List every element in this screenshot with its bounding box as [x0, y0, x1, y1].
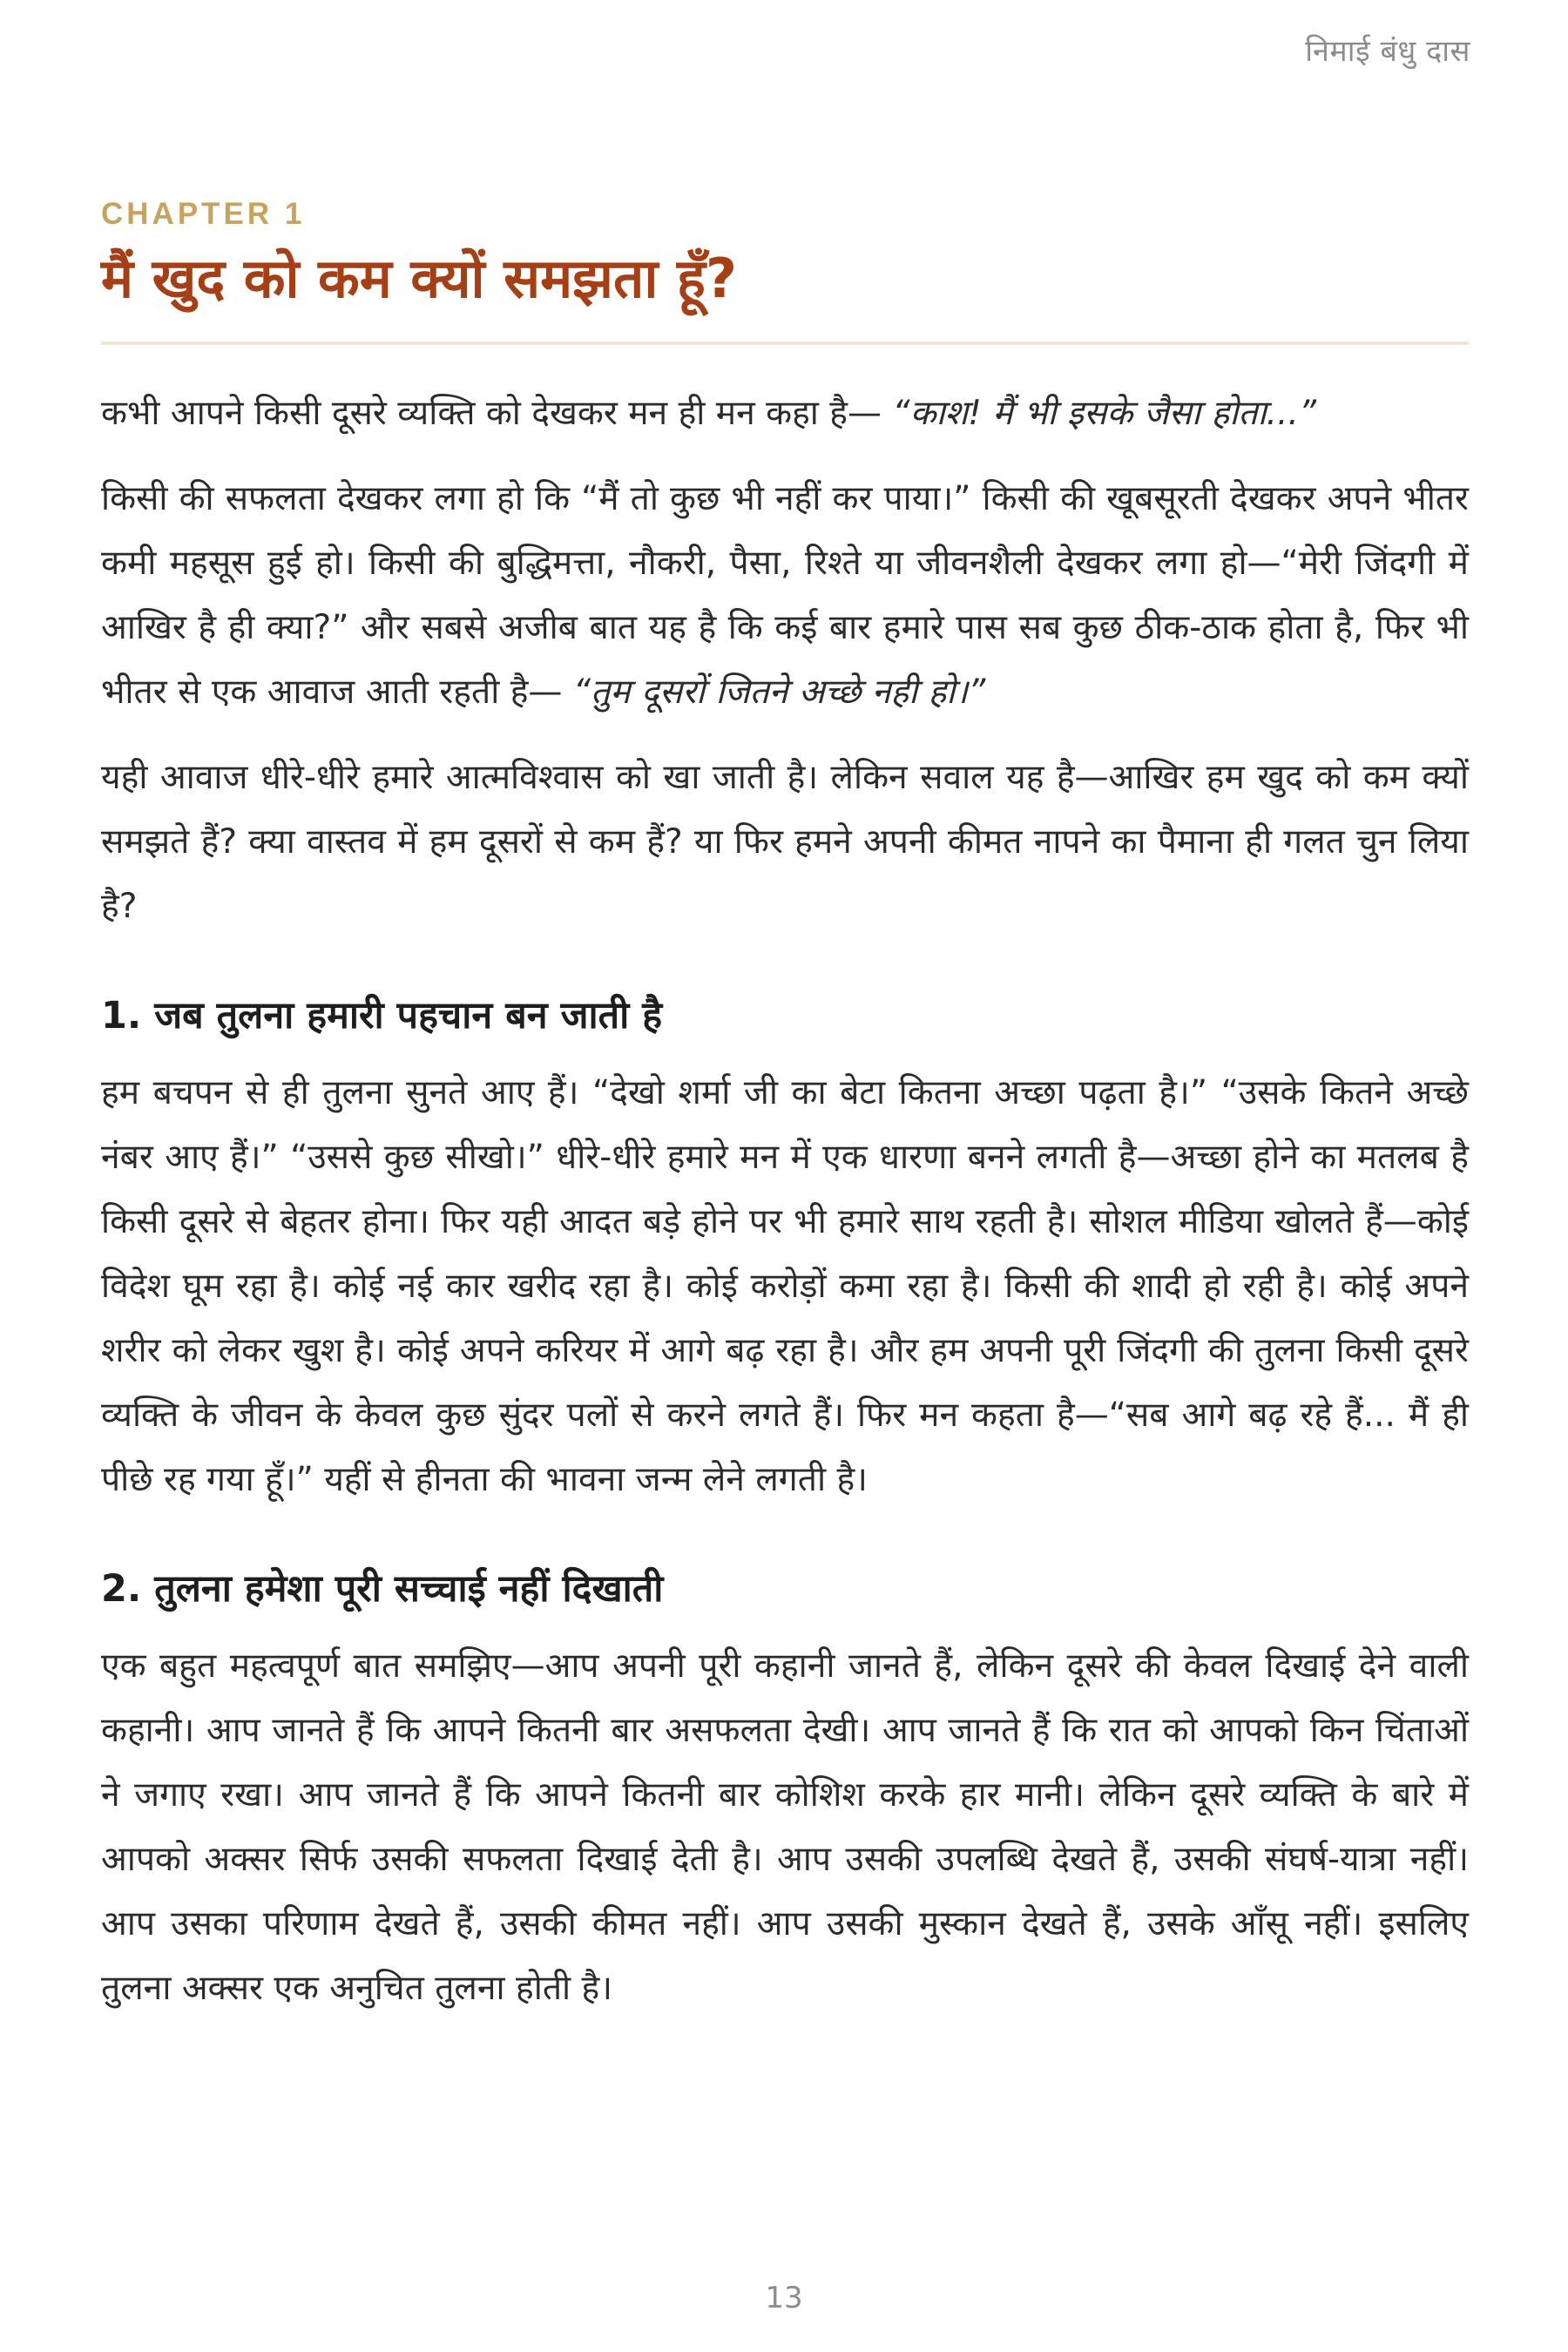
running-header-author: निमाई बंधु दास: [1305, 34, 1470, 69]
title-divider: [101, 341, 1469, 345]
intro-paragraph-3: यही आवाज धीरे-धीरे हमारे आत्मविश्वास को खा जाती है। लेकिन सवाल यह है—आखिर हम खुद को कम क्यों समझते हैं? क्या वास्तव में हम दूसरों से कम हैं? या फिर हमने अपनी कीमत नापने का पैमाना ही गलत चुन लिया है?: [101, 758, 1469, 926]
intro-paragraph-1-text: कभी आपने किसी दूसरे व्यक्ति को देखकर मन ही मन कहा है—: [101, 394, 893, 433]
chapter-label: CHAPTER 1: [101, 197, 306, 231]
section-heading-1: 1. जब तुलना हमारी पहचान बन जाती है: [101, 994, 663, 1037]
section-heading-2: 2. तुलना हमेशा पूरी सच्चाई नहीं दिखाती: [101, 1567, 664, 1611]
section-body-2: एक बहुत महत्वपूर्ण बात समझिए—आप अपनी पूरी कहानी जानते हैं, लेकिन दूसरे की केवल दिखाई देने वाली कहानी। आप जानते हैं कि आपने कितनी बार असफलता देखी। आप जानते हैं कि रात को आपको किन चिंताओं ने जगाए रखा। आप जानते हैं कि आपने कितनी बार कोशिश करके हार मानी। लेकिन दूसरे व्यक्ति के बारे में आपको अक्सर सिर्फ उसकी सफलता दिखाई देती है। आप उसकी उपलब्धि देखते हैं, उसकी संघर्ष-यात्रा नहीं। आप उसका परिणाम देखते हैं, उसकी कीमत नहीं। आप उसकी मुस्कान देखते हैं, उसके आँसू नहीं। इसलिए तुलना अक्सर एक अनुचित तुलना होती है।: [101, 1646, 1469, 2008]
intro-paragraph-1: [101, 382, 1469, 446]
page-number: 13: [765, 2281, 803, 2315]
intro-paragraph-1-quote: “काश! मैं भी इसके जैसा होता...”: [892, 394, 1317, 433]
page-content: [101, 195, 1469, 2042]
intro-paragraph-2-quote: “तुम दूसरों जितने अच्छे नही हो।”: [572, 672, 986, 712]
chapter-title: मैं खुद को कम क्यों समझता हूँ?: [101, 247, 737, 310]
intro-paragraph-2: [101, 467, 1469, 725]
intro-paragraph-2-text: किसी की सफलता देखकर लगा हो कि “मैं तो कुछ भी नहीं कर पाया।” किसी की खूबसूरती देखकर अपने भीतर कमी महसूस हुई हो। किसी की बुद्धिमत्ता, नौकरी, पैसा, रिश्ते या जीवनशैली देखकर लगा हो—“मेरी जिंदगी में आखिर है ही क्या?” और सबसे अजीब बात यह है कि कई बार हमारे पास सब कुछ ठीक-ठाक होता है, फिर भी भीतर से एक आवाज आती रहती है—: [101, 479, 1469, 712]
section-body-1: हम बचपन से ही तुलना सुनते आए हैं। “देखो शर्मा जी का बेटा कितना अच्छा पढ़ता है।” “उसके कितने अच्छे नंबर आए हैं।” “उससे कुछ सीखो।” धीरे-धीरे हमारे मन में एक धारणा बनने लगती है—अच्छा होने का मतलब है किसी दूसरे से बेहतर होना। फिर यही आदत बड़े होने पर भी हमारे साथ रहती है। सोशल मीडिया खोलते हैं—कोई विदेश घूम रहा है। कोई नई कार खरीद रहा है। कोई करोड़ों कमा रहा है। किसी की शादी हो रही है। कोई अपने शरीर को लेकर खुश है। कोई अपने करियर में आगे बढ़ रहा है। और हम अपनी पूरी जिंदगी की तुलना किसी दूसरे व्यक्ति के जीवन के केवल कुछ सुंदर पलों से करने लगते हैं। फिर मन कहता है—“सब आगे बढ़ रहे हैं... मैं ही पीछे रह गया हूँ।” यहीं से हीनता की भावना जन्म लेने लगती है।: [101, 1073, 1469, 1499]
